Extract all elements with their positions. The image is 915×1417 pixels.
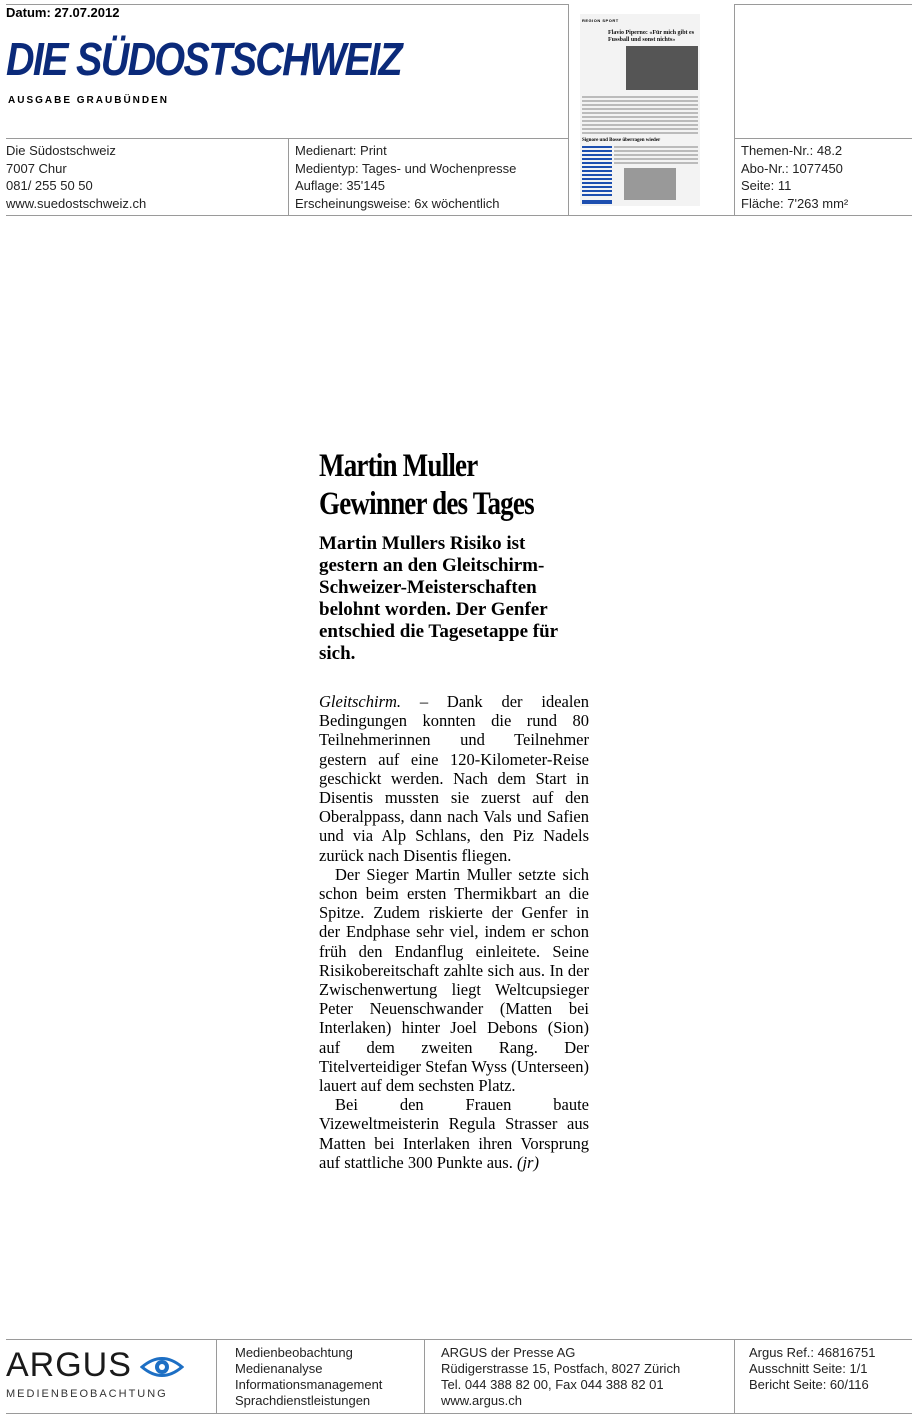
date-label: Datum: 27.07.2012 [6,5,120,20]
company-name: ARGUS der Presse AG [441,1345,576,1360]
article [319,447,589,1172]
argus-address [441,1345,680,1409]
argus-reference [749,1345,875,1393]
argus-logo-subtitle: MEDIENBEOBACHTUNG [6,1388,168,1400]
topic-number: Themen-Nr.: 48.2 [741,143,843,158]
report-page: Bericht Seite: 60/116 [749,1377,869,1392]
media-circulation: Auflage: 35'145 [295,178,385,193]
publisher-url: www.suedostschweiz.ch [6,195,147,211]
author-signature: (jr) [516,1152,539,1172]
company-street: Rüdigerstrasse 15, Postfach, 8027 Zürich [441,1361,681,1376]
article-title-line1: Martin Muller [319,448,478,484]
thumbnail-subhead: Signore und Bosse überragen wieder [582,138,661,143]
reference-info [741,142,848,212]
service-item: Informationsmanagement [235,1377,383,1392]
services-list [235,1345,382,1409]
thumbnail-photo-top [626,46,698,90]
article-lead: Martin Mullers Risiko ist gestern an den Gleitschirm-Schweizer-Meisterschaften belohnt worden. Der Genfer entschied die Tagesetappe für sich. [319,533,558,664]
publisher-name: Die Südostschweiz [6,143,116,158]
article-paragraph-2: Der Sieger Martin Muller setzte sich schon beim ersten Thermikbart an die Spitze. Zudem riskierte der Genfer in der Endphase sehr viel, indem er schon früh den Endanflug einleitete. Seine Risikobereitschaft zahlte sich aus. In der Zwischenwertung liegt Weltcupsieger Peter Neuenschwander (Matten bei Interlaken) hinter Joel Debons (Sion) auf dem zweiten Rang. Der Titelverteidiger Stefan Wyss (Unterseen) lauert auf dem sechsten Platz. [319,864,589,1096]
edition-label: AUSGABE GRAUBÜNDEN [8,95,170,106]
media-type: Medienart: Print [295,143,387,158]
service-item: Medienanalyse [235,1361,323,1376]
argus-logo [6,1346,184,1385]
page-thumbnail [580,14,700,206]
newspaper-logo: DIE SÜDOSTSCHWEIZ [6,33,401,85]
article-rubric: Gleitschirm. [319,692,402,711]
article-title [319,447,590,523]
excerpt-page: Ausschnitt Seite: 1/1 [749,1361,868,1376]
company-phone: Tel. 044 388 82 00, Fax 044 388 82 01 [441,1377,664,1392]
media-frequency: Erscheinungsweise: 6x wöchentlich [295,195,500,211]
area-size: Fläche: 7'263 mm² [741,195,849,211]
thumbnail-section: REGION SPORT [582,18,619,23]
argus-ref: Argus Ref.: 46816751 [749,1345,876,1360]
publisher-city: 7007 Chur [6,160,67,176]
service-item: Medienbeobachtung [235,1345,353,1360]
media-info [295,142,516,212]
article-paragraph-3: Bei den Frauen baute Vizeweltmeisterin Regula Strasser aus Matten bei Interlaken ihren Vorsprung auf stattliche 300 Punkte aus. (jr) [319,1095,589,1172]
subscription-number: Abo-Nr.: 1077450 [741,160,843,176]
publisher-phone: 081/ 255 50 50 [6,178,93,193]
argus-logo-text: ARGUS [6,1346,132,1384]
article-title-line2: Gewinner des Tages [319,486,534,522]
service-item: Sprachdienstleistungen [235,1393,371,1408]
media-category: Medientyp: Tages- und Wochenpresse [295,160,517,176]
article-body [319,692,589,1172]
company-url: www.argus.ch [441,1393,522,1408]
article-paragraph-1: Gleitschirm. – Dank der idealen Bedingungen konnten die rund 80 Teilnehmerinnen und Teilnehmer gestern auf eine 120-Kilometer-Reise geschickt werden. Nach dem Start in Disentis mussten sie zuerst auf den Oberalppass, dann nach Vals und Safien und via Alp Schlans, den Piz Nadels zurück nach Disentis fliegen. [319,692,589,865]
thumbnail-headline: Flavio Piperno: «Für mich gibt es Fussball und sonst nichts» [608,30,695,43]
page-number: Seite: 11 [741,178,792,193]
thumbnail-photo-bottom [624,168,676,200]
publisher-info [6,142,146,212]
eye-icon [140,1354,184,1380]
